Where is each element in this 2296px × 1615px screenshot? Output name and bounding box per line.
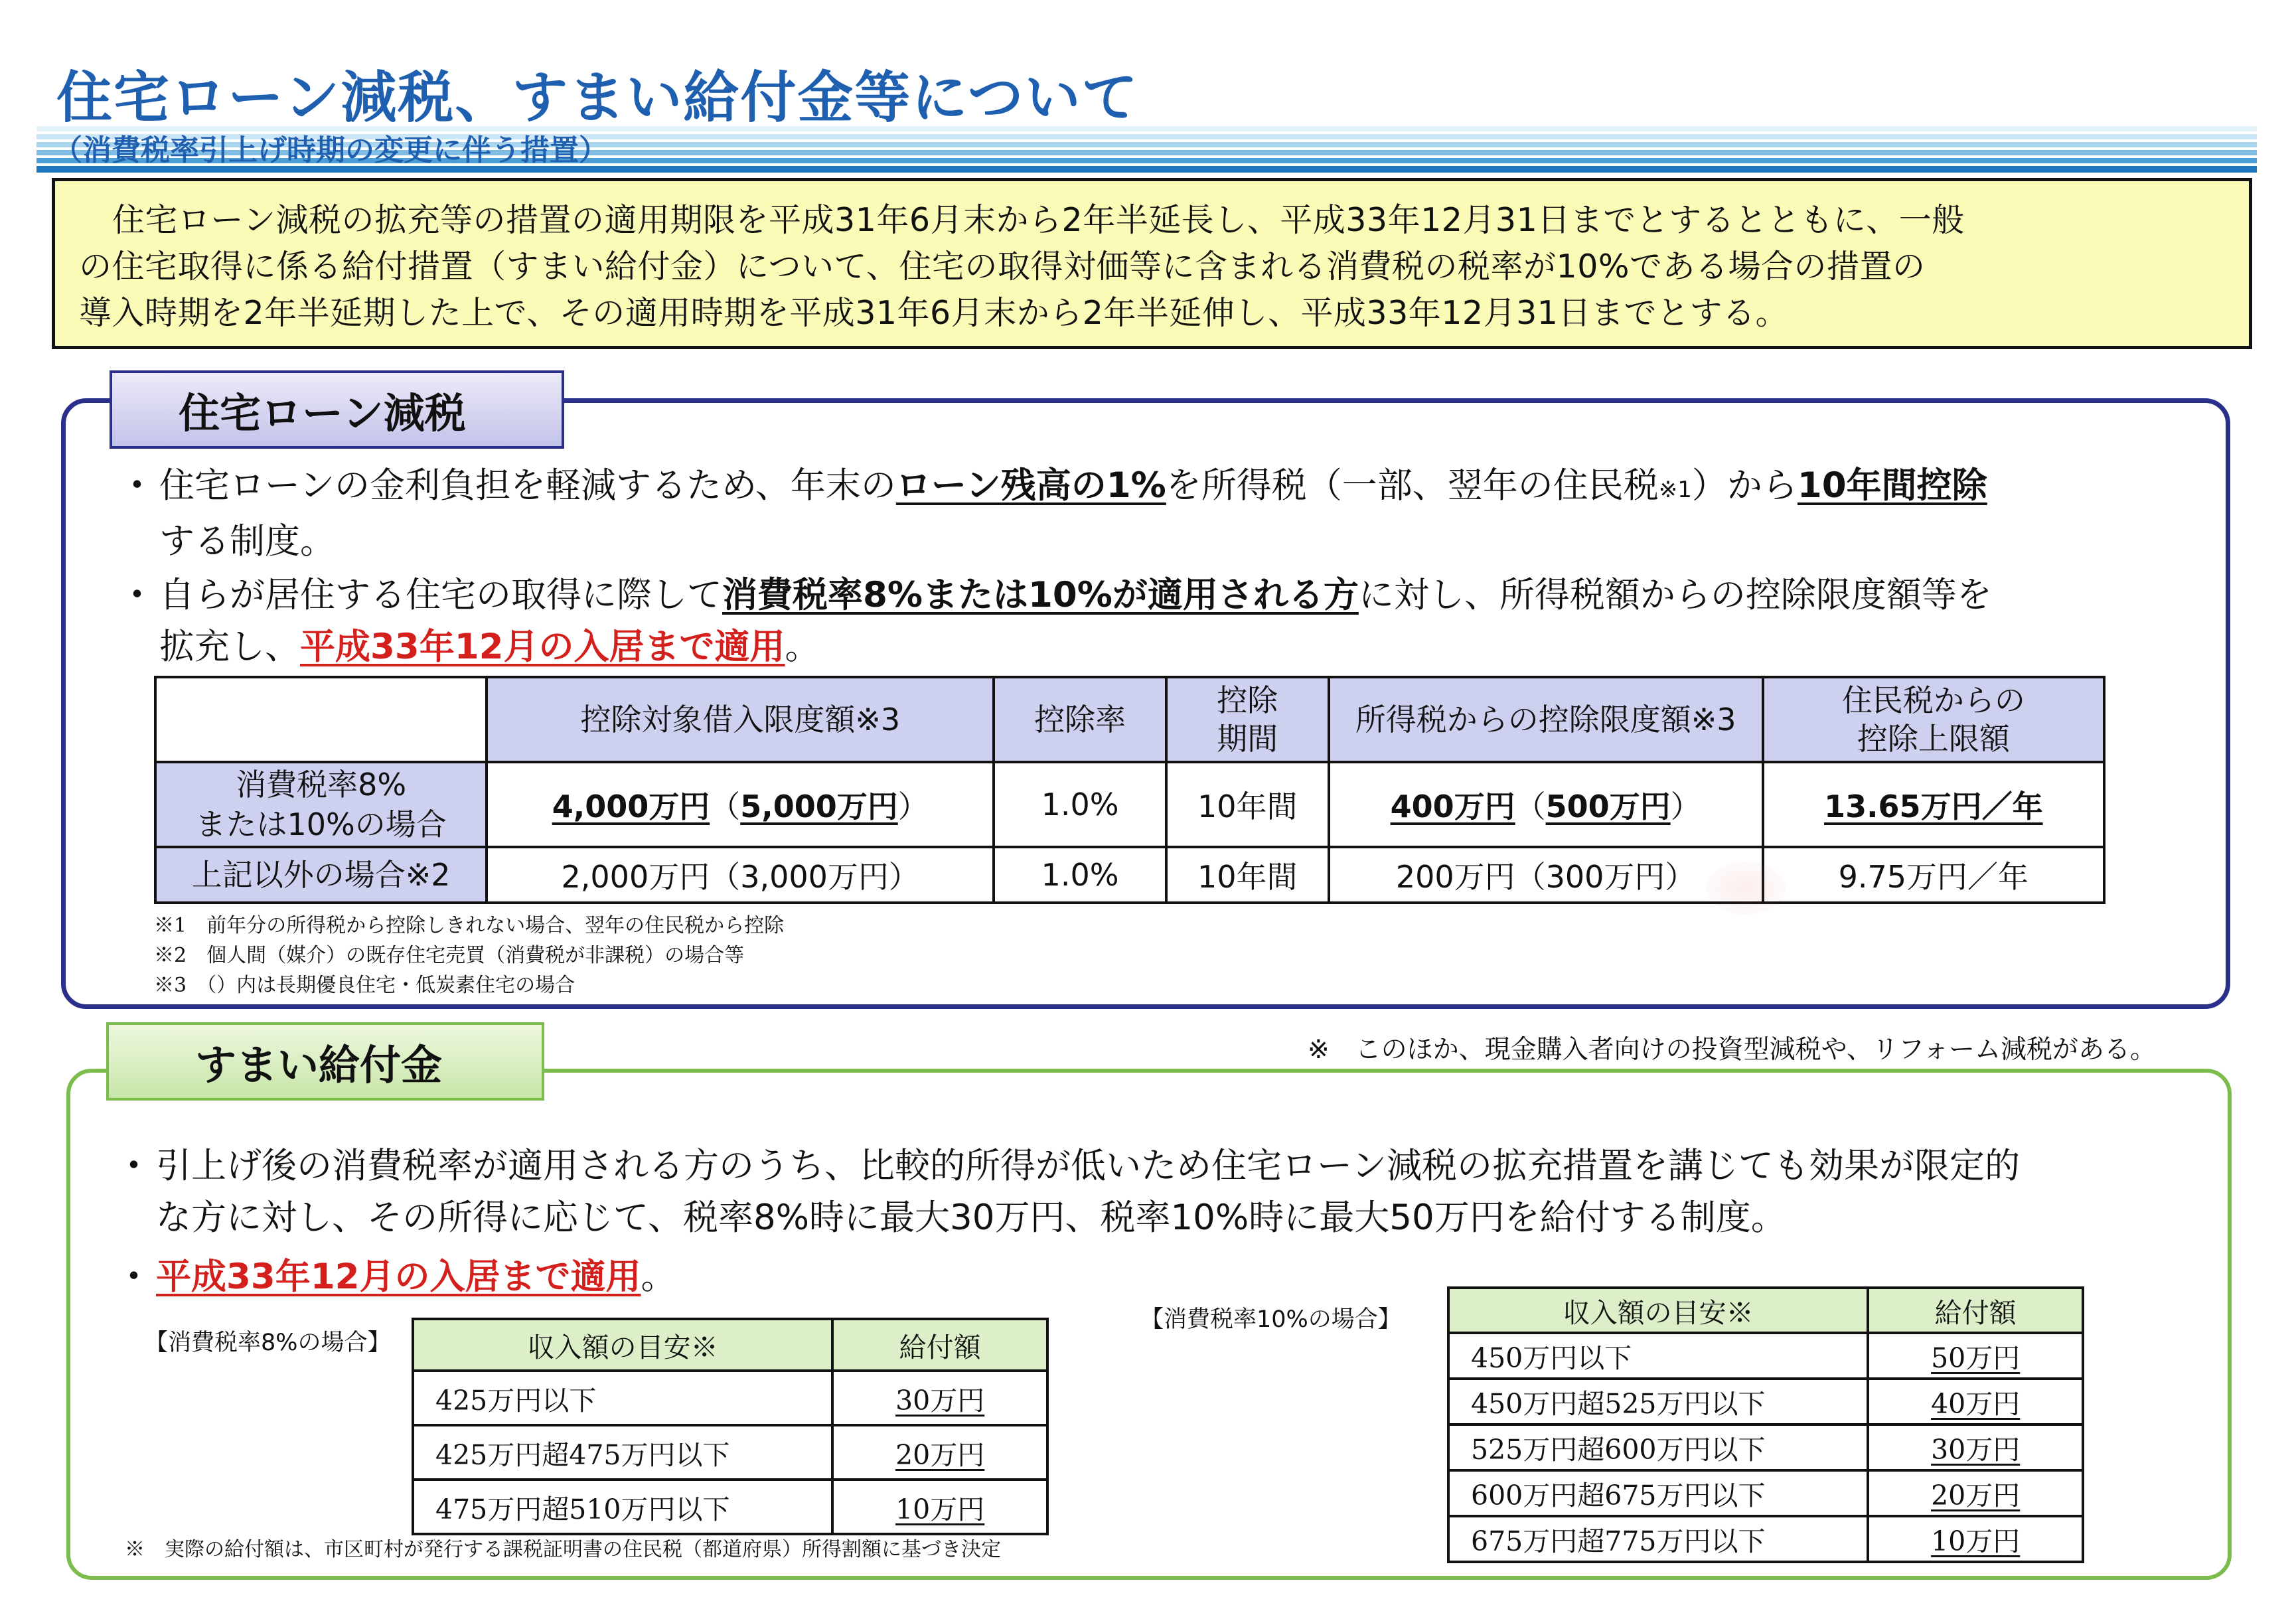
- bullet-mark: ・: [116, 1146, 151, 1186]
- loan-bullet-1: [119, 460, 1987, 568]
- tax-limit-cell: [1329, 762, 1763, 847]
- kyufu-bullet-1: [116, 1140, 2020, 1244]
- summary-line: 導入時期を2年半延期した上で、その適用時期を平成31年6月末から2年半延伸し、平成33年12月31日までとする。: [79, 294, 1788, 332]
- table8-label: 【消費税率8%の場合】: [145, 1330, 391, 1356]
- bullet-text: ）から: [1691, 465, 1798, 506]
- table-header-cell: 給付額: [1868, 1288, 2083, 1333]
- benefit-cell: 20万円: [1868, 1470, 2083, 1516]
- loan-footnotes: [154, 911, 784, 1000]
- income-cell: 475万円超510万円以下: [413, 1480, 832, 1534]
- benefit-cell: 50万円: [1868, 1333, 2083, 1379]
- table-header-cell: 給付額: [832, 1319, 1047, 1371]
- loan-table: [154, 676, 2105, 904]
- bullet-text: を所得税（一部、翌年の住民税: [1166, 465, 1659, 506]
- header-line: 控除上限額: [1857, 721, 2010, 757]
- value-text: 5,000万円: [740, 789, 898, 824]
- summary-line: の住宅取得に係る給付措置（すまい給付金）について、住宅の取得対価等に含まれる消費税の税率が10%である場合の措置の: [79, 248, 1926, 285]
- benefit-cell: 10万円: [1868, 1516, 2083, 1562]
- table-header-cell: [1166, 677, 1329, 762]
- header-line: 控除: [1217, 682, 1278, 718]
- header-line: 住民税からの: [1841, 682, 2025, 718]
- rate-cell: 1.0%: [994, 847, 1166, 903]
- value-text: 4,000万円: [552, 789, 710, 824]
- income-cell: 425万円超475万円以下: [413, 1425, 832, 1480]
- emphasis-text: ローン残高の1%: [895, 465, 1166, 506]
- value-text: 500万円: [1545, 789, 1671, 824]
- income-cell: 450万円以下: [1448, 1333, 1868, 1379]
- emphasis-red-text: 平成33年12月の入居まで適用: [300, 627, 785, 667]
- table-header-cell: 収入額の目安※: [1448, 1288, 1868, 1333]
- bullet-text: 住宅ローンの金利負担を軽減するため、年末の: [159, 465, 896, 506]
- emphasis-text: 消費税率8%または10%が適用される方: [722, 575, 1359, 615]
- row-label: 上記以外の場合※2: [155, 847, 487, 903]
- benefit-table-10pct: [1447, 1286, 2084, 1563]
- income-cell: 525万円超600万円以下: [1448, 1424, 1868, 1470]
- table-header-row: [1448, 1288, 2083, 1333]
- table-header-cell: 所得税からの控除限度額※3: [1329, 677, 1763, 762]
- table-header-cell: 控除対象借入限度額※3: [487, 677, 994, 762]
- tax-limit-cell: 200万円（300万円）: [1329, 847, 1763, 903]
- kyufu-section-tab: すまい給付金: [106, 1022, 544, 1101]
- benefit-cell: 40万円: [1868, 1379, 2083, 1424]
- summary-line: 住宅ローン減税の拡充等の措置の適用期限を平成31年6月末から2年半延長し、平成33年12月31日までとするとともに、一般: [112, 201, 1965, 239]
- value-text: （: [710, 789, 741, 824]
- header-line: 期間: [1217, 721, 1278, 757]
- income-cell: 450万円超525万円以下: [1448, 1379, 1868, 1424]
- table-row: [155, 762, 2104, 847]
- footnote: ※2 個人間（媒介）の既存住宅売買（消費税が非課税）の場合等: [154, 944, 745, 967]
- income-cell: 425万円以下: [413, 1371, 832, 1425]
- bullet-text: 引上げ後の消費税率が適用される方のうち、比較的所得が低いため住宅ローン減税の拡充措置を講じても効果が限定的: [156, 1146, 2020, 1186]
- rate-cell: 1.0%: [994, 762, 1166, 847]
- summary-box: [52, 178, 2252, 349]
- table-header-cell: 収入額の目安※: [413, 1319, 832, 1371]
- bullet-text: する制度。: [159, 521, 335, 562]
- benefit-cell: 10万円: [832, 1480, 1047, 1534]
- table-header-row: [155, 677, 2104, 762]
- kyufu-bullet-2: [116, 1251, 676, 1303]
- borrow-limit-cell: 2,000万円（3,000万円）: [487, 847, 994, 903]
- bullet-text: 自らが居住する住宅の取得に際して: [159, 575, 722, 615]
- income-cell: 675万円超775万円以下: [1448, 1516, 1868, 1562]
- bullet-mark: ・: [119, 465, 155, 506]
- resident-limit-cell: 9.75万円／年: [1763, 847, 2104, 903]
- loan-bullet-2: [119, 570, 1992, 673]
- bullet-text: 。: [785, 627, 820, 667]
- table-row: [1448, 1424, 2083, 1470]
- kyufu-footnote: ※ 実際の給付額は、市区町村が発行する課税証明書の住民税（都道府県）所得割額に基づき決定: [125, 1538, 1001, 1561]
- table-row: [1448, 1333, 2083, 1379]
- bullet-text: に対し、所得税額からの控除限度額等を: [1358, 575, 1992, 615]
- table-row: [413, 1371, 1047, 1425]
- row-label: [155, 762, 487, 847]
- table-row: [155, 847, 2104, 903]
- value-text: 400万円: [1390, 789, 1515, 824]
- bullet-text: 。: [641, 1257, 676, 1297]
- footnote: ※3 （）内は長期優良住宅・低炭素住宅の場合: [154, 974, 575, 997]
- table-row: [1448, 1470, 2083, 1516]
- period-cell: 10年間: [1166, 762, 1329, 847]
- page-subtitle: （消費税率引上げ時期の変更に伴う措置）: [53, 133, 608, 167]
- benefit-cell: 30万円: [1868, 1424, 2083, 1470]
- table-header-cell: 控除率: [994, 677, 1166, 762]
- benefit-cell: 20万円: [832, 1425, 1047, 1480]
- row-label-line: 消費税率8%: [236, 767, 407, 803]
- bullet-mark: ・: [116, 1257, 151, 1297]
- table-header-cell: [1763, 677, 2104, 762]
- table-row: [413, 1480, 1047, 1534]
- page-title: 住宅ローン減税、すまい給付金等について: [56, 65, 1139, 130]
- table-header-cell: [155, 677, 487, 762]
- bullet-text: 拡充し、: [159, 627, 300, 667]
- loan-section-tab: 住宅ローン減税: [110, 370, 564, 449]
- emphasis-text: 10年間控除: [1797, 465, 1987, 506]
- table-row: [413, 1425, 1047, 1480]
- row-label-line: または10%の場合: [195, 807, 447, 842]
- benefit-cell: 30万円: [832, 1371, 1047, 1425]
- income-cell: 600万円超675万円以下: [1448, 1470, 1868, 1516]
- value-text: ）: [1670, 789, 1701, 824]
- footnote-ref: ※1: [1658, 477, 1692, 503]
- benefit-table-8pct: [412, 1318, 1049, 1535]
- other-measures-note: ※ このほか、現金購入者向けの投資型減税や、リフォーム減税がある。: [1308, 1035, 2156, 1065]
- value-text: ）: [897, 789, 929, 824]
- borrow-limit-cell: [487, 762, 994, 847]
- table10-label: 【消費税率10%の場合】: [1140, 1306, 1401, 1333]
- value-text: （: [1515, 789, 1546, 824]
- table-row: [1448, 1379, 2083, 1424]
- resident-limit-cell: [1763, 762, 2104, 847]
- period-cell: 10年間: [1166, 847, 1329, 903]
- emphasis-red-text: 平成33年12月の入居まで適用: [156, 1257, 641, 1297]
- footnote: ※1 前年分の所得税から控除しきれない場合、翌年の住民税から控除: [154, 914, 785, 937]
- table-header-row: [413, 1319, 1047, 1371]
- faint-stamp-mark: [1706, 862, 1786, 915]
- table-row: [1448, 1516, 2083, 1562]
- value-text: 13.65万円／年: [1824, 789, 2043, 824]
- bullet-mark: ・: [119, 575, 155, 615]
- bullet-text: な方に対し、その所得に応じて、税率8%時に最大30万円、税率10%時に最大50万円を給付する制度。: [156, 1197, 1786, 1238]
